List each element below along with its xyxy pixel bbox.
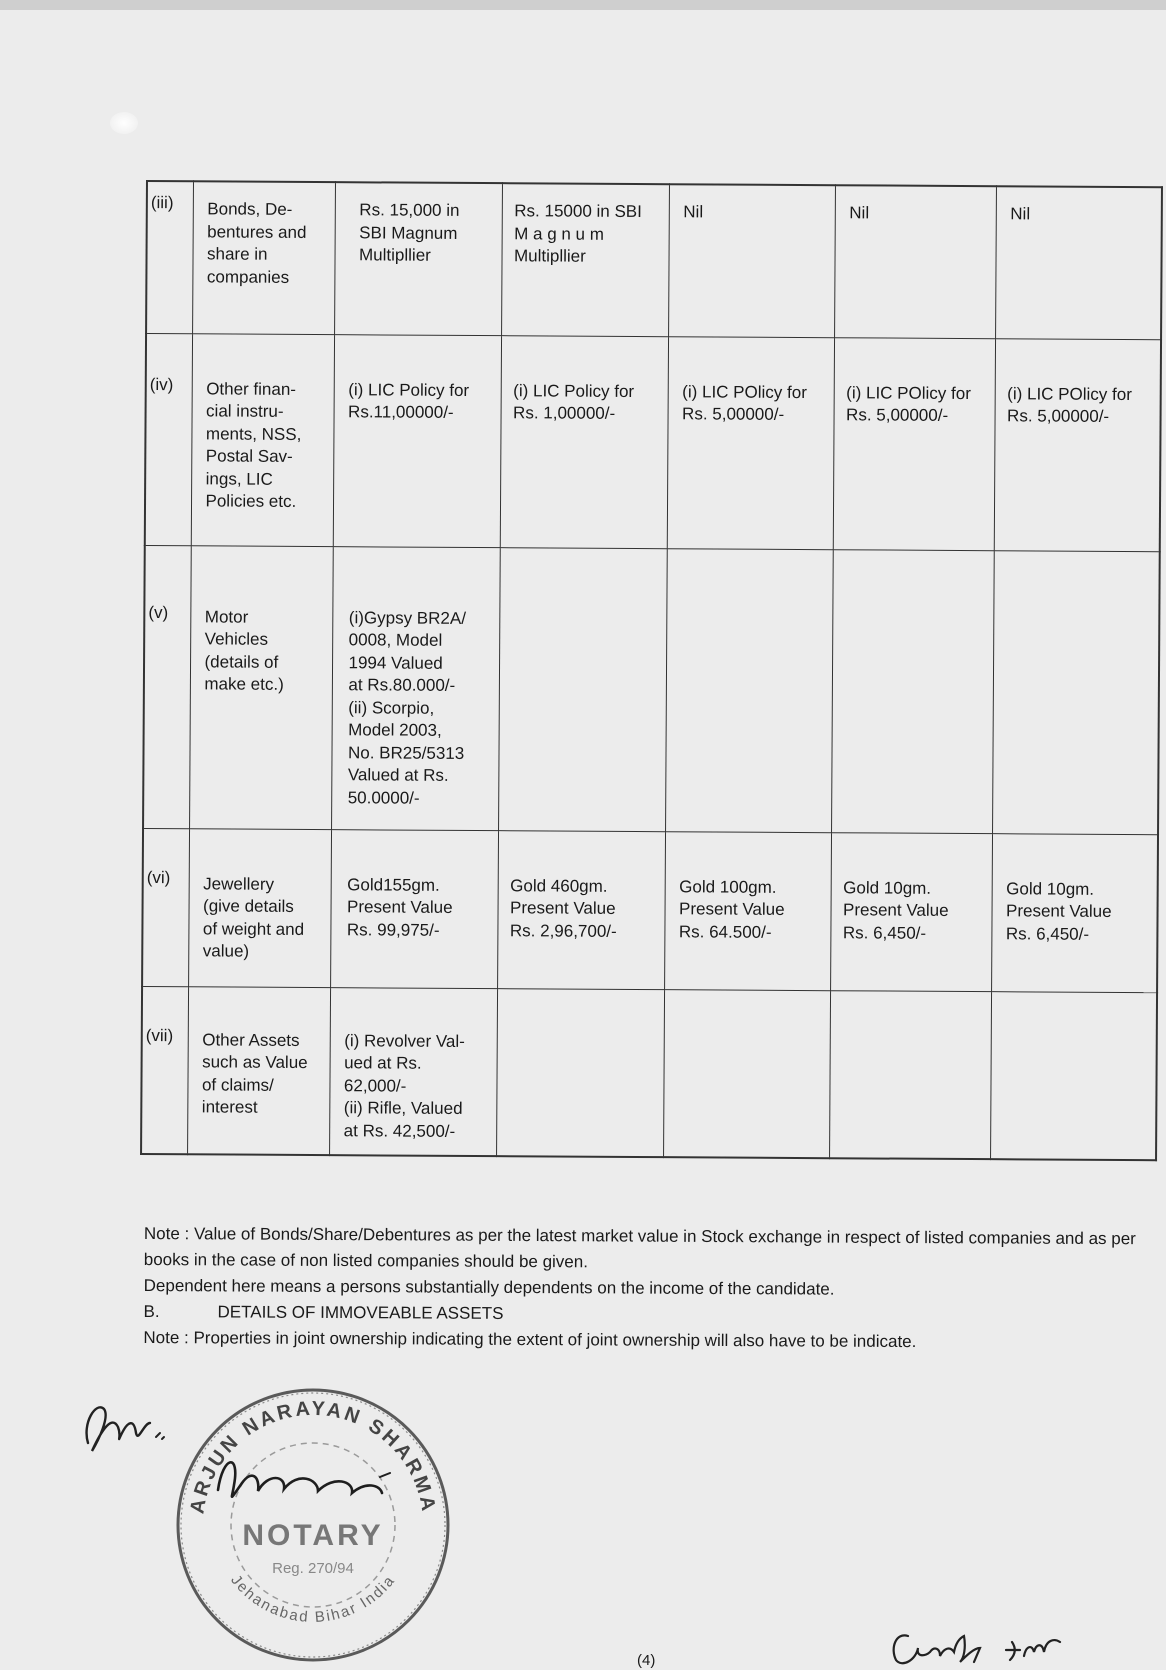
row-number: (vi) <box>142 828 189 986</box>
table-cell: (i) Revolver Val- ued at Rs. 62,000/- (ii) Rifle, Valued at Rs. 42,500/- <box>329 987 497 1156</box>
row-number: (iii) <box>146 181 193 333</box>
table-cell: Gold 460gm. Present Value Rs. 2,96,700/- <box>497 830 665 989</box>
table-cell: (i) LIC POlicy for Rs. 5,00000/- <box>833 337 995 550</box>
table-cell <box>665 548 833 832</box>
table-cell: (i) LIC Policy for Rs. 1,00000/- <box>500 335 668 548</box>
joint-ownership-note: Note : Properties in joint ownership indicating the extent of joint ownership will also have to be indicate. <box>143 1327 917 1352</box>
seal-name-text: ARJUN NARAYAN SHARMA <box>186 1397 440 1516</box>
row-label: Other Assets such as Value of claims/ interest <box>187 986 330 1155</box>
table-cell: Gold 10gm. Present Value Rs. 6,450/- <box>830 832 992 991</box>
table-cell: Nil <box>668 184 835 337</box>
notary-seal <box>168 1375 458 1665</box>
row-label: Jewellery (give details of weight and value) <box>188 828 331 987</box>
section-letter: B. <box>143 1301 160 1322</box>
seal-location-text: Jehanabad Bihar India <box>227 1571 399 1627</box>
row-label: Motor Vehicles (details of make etc.) <box>189 545 333 829</box>
table-row-v <box>143 545 1160 834</box>
table-cell: (i) LIC POlicy for Rs. 5,00000/- <box>994 338 1161 551</box>
scan-edge <box>0 0 1166 10</box>
table-cell <box>663 989 830 1158</box>
table-cell: Gold155gm. Present Value Rs. 99,975/- <box>330 829 498 988</box>
table-cell: (i) LIC Policy for Rs.11,00000/- <box>333 334 501 547</box>
table-row-iv <box>145 333 1161 551</box>
table-cell <box>829 990 991 1159</box>
row-number: (iv) <box>145 333 192 545</box>
table-cell: Nil <box>995 186 1162 339</box>
table-cell: Gold 10gm. Present Value Rs. 6,450/- <box>991 833 1158 992</box>
svg-text:ARJUN NARAYAN SHARMA <box>186 1398 439 1516</box>
table-cell: (i)Gypsy BR2A/ 0008, Model 1994 Valued at Rs.80.000/- (ii) Scorpio, Model 2003, No. BR25/5313 Valued at Rs. 50.0000/- <box>331 546 500 830</box>
movable-assets-table <box>140 180 1163 1161</box>
bonds-valuation-note: Note : Value of Bonds/Share/Debentures as per the latest market value in Stock exchange in respect of listed companies and as per books in the case of non listed companies should be given. <box>143 1224 1136 1272</box>
table-cell <box>831 549 994 833</box>
scan-speck <box>110 112 138 134</box>
page-number: (4) <box>637 1652 656 1669</box>
table-cell: (i) LIC POlicy for Rs. 5,00000/- <box>667 336 834 549</box>
table-cell <box>498 547 667 831</box>
table-cell: Rs. 15000 in SBI M a g n u m Multipllier <box>501 183 669 336</box>
notary-signature <box>218 1462 382 1496</box>
section-title: DETAILS OF IMMOVEABLE ASSETS <box>217 1302 504 1323</box>
table-cell: Nil <box>834 185 996 338</box>
row-label: Bonds, De- bentures and share in companies <box>192 181 335 334</box>
table-cell <box>992 550 1160 834</box>
row-number: (vii) <box>141 986 188 1154</box>
table-cell <box>496 988 664 1157</box>
handwritten-signature-right <box>886 1626 1116 1670</box>
dependent-definition: Dependent here means a persons substantially dependents on the income of the candidate. <box>143 1275 835 1299</box>
seal-notary-text: NOTARY <box>242 1519 384 1552</box>
notes-section <box>143 1221 1154 1356</box>
table-cell: Rs. 15,000 in SBI Magnum Multipllier <box>334 182 502 335</box>
row-number: (v) <box>143 545 191 828</box>
table-row-vii <box>141 986 1157 1160</box>
table-row-vi <box>142 828 1158 992</box>
table-cell <box>990 991 1157 1160</box>
handwritten-signature-left <box>78 1393 173 1463</box>
seal-reg-text: Reg. 270/94 <box>272 1560 354 1577</box>
row-label: Other finan- cial instru- ments, NSS, Postal Sav- ings, LIC Policies etc. <box>191 333 334 546</box>
table-row-iii <box>146 181 1162 339</box>
table-cell: Gold 100gm. Present Value Rs. 64.500/- <box>664 831 831 990</box>
